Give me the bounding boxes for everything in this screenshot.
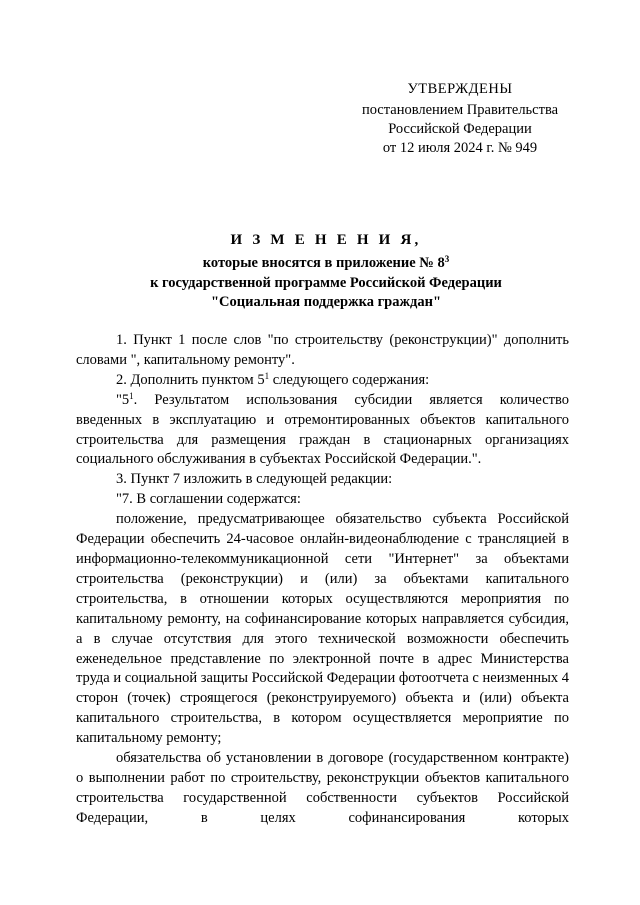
paragraph-7: обязательства об установлении в договоре (государственном контракте) о выполнении работ по строительству, реконструкции объектов капитального строительства государственной собственности субъектов Российской Федерации, в целях софинансирования которых <box>76 750 569 826</box>
paragraph-6: положение, предусматривающее обязательство субъекта Российской Федерации обеспечить 24-часовое онлайн-видеонаблюдение с трансляцией в информационно-телекоммуникационной сети "Интернет" за объектами строительства (реконструкции) и (или) за объектами капитального строительства, в отношении которых осуществляются мероприятия по капитальному ремонту, на софинансирование которых направляется субсидия, а в случае отсутствия для этого технической возможности обеспечить еженедельное представление по электронной почте в адрес Министерства труда и социальной защиты Российской Федерации фотоотчета с неизменных 4 сторон (точек) строящегося (реконструируемого) объекта и (или) объекта капитального строительства, в котором осуществляется мероприятие по капитальному ремонту; <box>76 511 569 747</box>
document-title <box>76 230 576 313</box>
title-line-1-text: которые вносятся в приложение № 8 <box>202 255 445 271</box>
approval-title: УТВЕРЖДЕНЫ <box>407 81 513 97</box>
paragraph-2-text-start: 2. Дополнить пунктом 5 <box>116 371 265 388</box>
paragraph-5: "7. В соглашении содержатся: <box>116 491 301 508</box>
title-line-1 <box>76 254 576 274</box>
title-line-3: "Социальная поддержка граждан" <box>210 294 442 310</box>
paragraph-4: 3. Пункт 7 изложить в следующей редакции: <box>116 471 393 488</box>
paragraph-1: 1. Пункт 1 после слов "по строительству (реконструкции)" дополнить словами ", капитальному ремонту". <box>76 332 569 368</box>
paragraph-2-text-end: следующего содержания: <box>269 371 430 388</box>
paragraph-3-text-end: . Результатом использования субсидии является количество введенных в эксплуатацию и отремонтированных объектов капитального строительства для размещения граждан в стационарных организациях социального обслуживания в субъектах Российской Федерации.". <box>76 391 569 468</box>
approval-line-3: от 12 июля 2024 г. № 949 <box>382 140 538 156</box>
paragraph-3-superscript: 1 <box>129 390 134 401</box>
paragraph-3-text-start: "5 <box>116 391 130 408</box>
title-line-1-superscript: 3 <box>444 254 450 264</box>
approval-line-2: Российской Федерации <box>388 121 532 137</box>
paragraph-2 <box>76 371 569 391</box>
approval-stamp <box>330 80 590 158</box>
document-body <box>76 331 569 829</box>
paragraph-2-superscript: 1 <box>264 370 270 381</box>
title-heading: И З М Е Н Е Н И Я, <box>230 232 422 248</box>
title-line-2: к государственной программе Российской Федерации <box>150 274 502 291</box>
approval-line-1: постановлением Правительства <box>361 102 559 118</box>
paragraph-3 <box>76 391 569 471</box>
